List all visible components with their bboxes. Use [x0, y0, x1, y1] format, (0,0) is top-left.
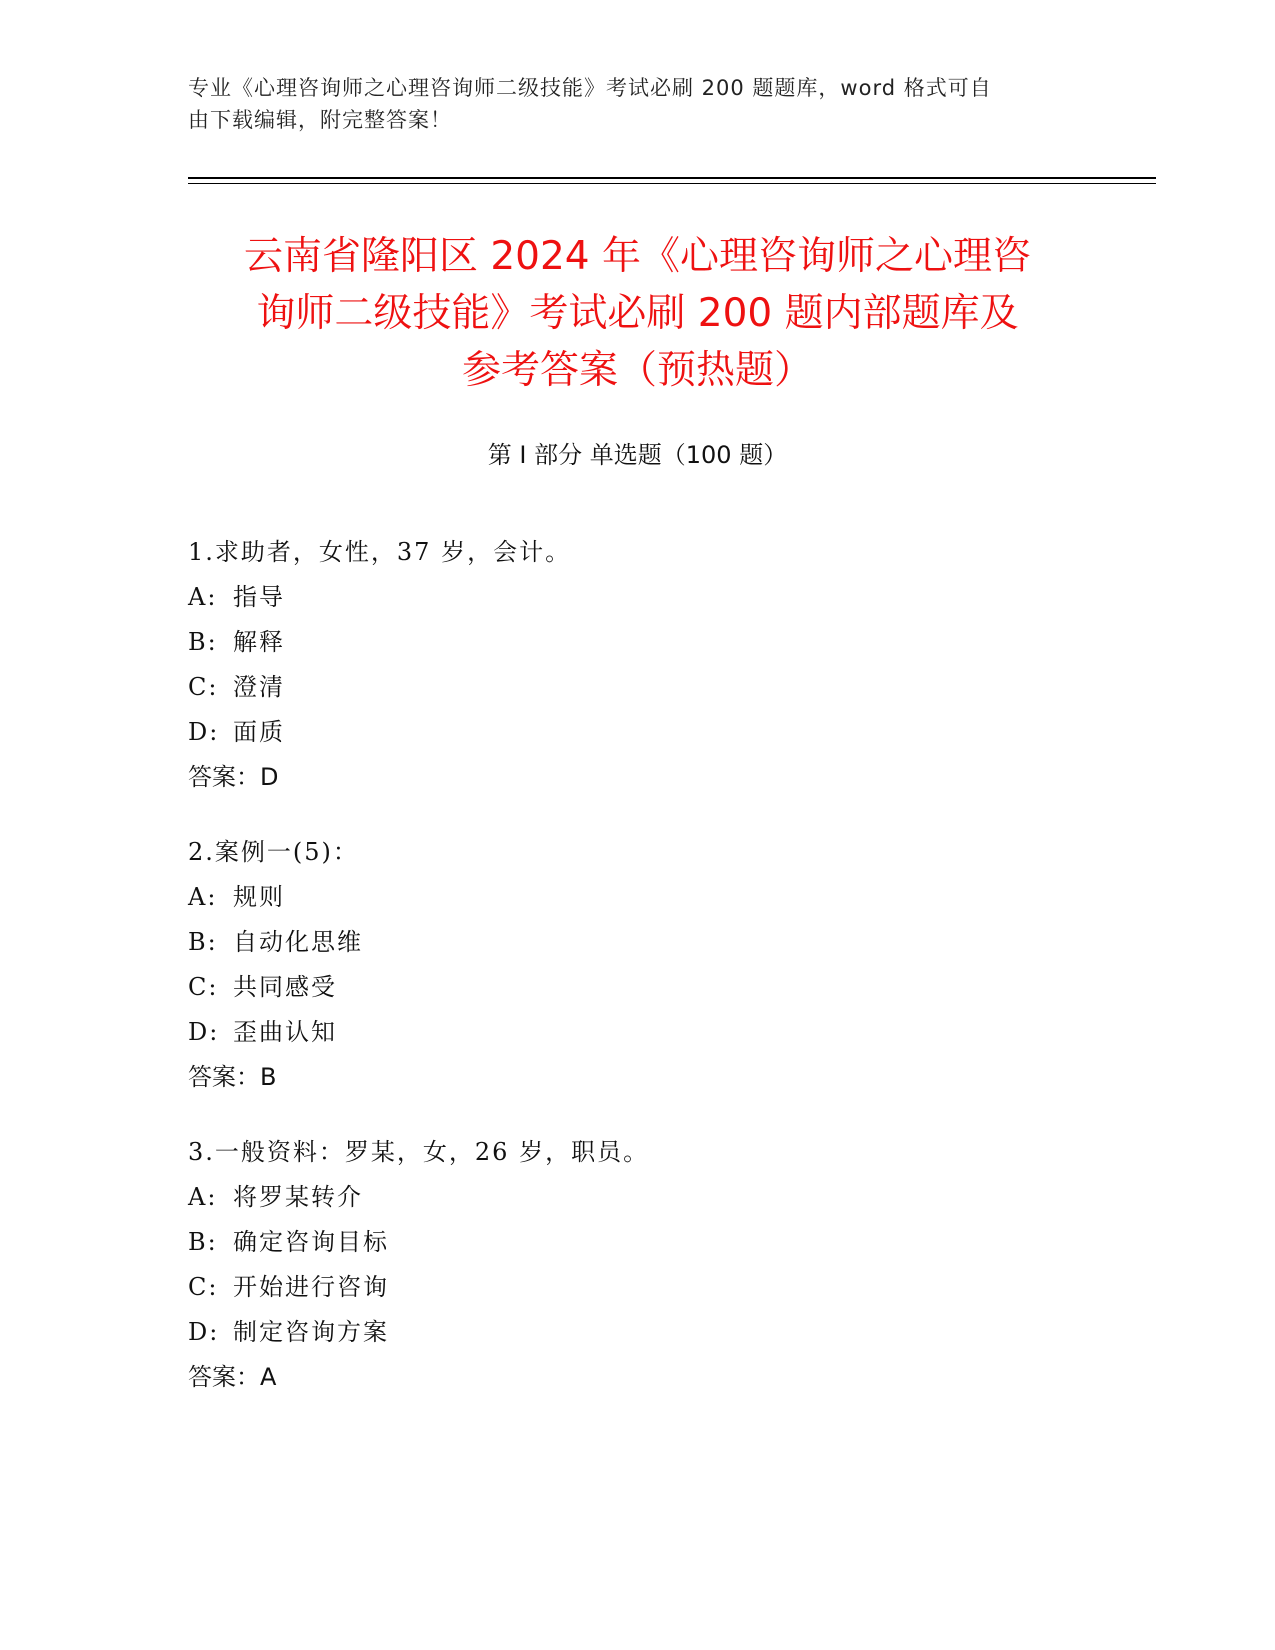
option-a	[188, 875, 1088, 920]
option-letter: D:	[188, 718, 220, 746]
option-letter: D:	[188, 1318, 220, 1346]
option-letter: C:	[188, 973, 219, 1001]
intro-text	[188, 72, 1078, 136]
answer: 答案：D	[188, 763, 279, 791]
option-b	[188, 620, 1088, 665]
option-letter: B:	[188, 1228, 218, 1256]
option-letter: A:	[188, 1183, 218, 1211]
option-letter: A:	[188, 583, 218, 611]
option-a	[188, 1175, 1088, 1220]
option-letter: C:	[188, 673, 219, 701]
option-d	[188, 1010, 1088, 1055]
option-a	[188, 575, 1088, 620]
document-title	[160, 228, 1115, 399]
option-d	[188, 1310, 1088, 1355]
option-b	[188, 920, 1088, 965]
option-letter: C:	[188, 1273, 219, 1301]
question-stem: 3.一般资料：罗某，女，26 岁，职员。	[188, 1138, 650, 1166]
option-letter: D:	[188, 1018, 220, 1046]
option-c	[188, 1265, 1088, 1310]
answer: 答案：A	[188, 1363, 277, 1391]
option-d	[188, 710, 1088, 755]
option-text: 解释	[233, 628, 285, 656]
title-line-1: 云南省隆阳区 2024 年《心理咨询师之心理咨	[243, 234, 1032, 279]
option-letter: B:	[188, 928, 218, 956]
option-text: 澄清	[233, 673, 285, 701]
option-c	[188, 965, 1088, 1010]
option-text: 自动化思维	[233, 928, 363, 956]
option-text: 指导	[233, 583, 285, 611]
option-letter: B:	[188, 628, 218, 656]
option-text: 将罗某转介	[233, 1183, 363, 1211]
option-text: 制定咨询方案	[233, 1318, 389, 1346]
question-list	[188, 530, 1088, 1430]
answer: 答案：B	[188, 1063, 277, 1091]
option-b	[188, 1220, 1088, 1265]
option-letter: A:	[188, 883, 218, 911]
question-stem: 1.求助者，女性，37 岁，会计。	[188, 538, 572, 566]
option-text: 规则	[233, 883, 285, 911]
header-divider-thin	[188, 183, 1156, 184]
section-heading: 第 I 部分 单选题（100 题）	[487, 441, 788, 469]
question-2	[188, 830, 1088, 1100]
question-1	[188, 530, 1088, 800]
option-text: 共同感受	[233, 973, 337, 1001]
intro-line-1: 专业《心理咨询师之心理咨询师二级技能》考试必刷 200 题题库，word 格式可自	[188, 76, 992, 100]
question-3	[188, 1130, 1088, 1400]
title-line-2: 询师二级技能》考试必刷 200 题内部题库及	[256, 291, 1019, 336]
intro-line-2: 由下载编辑，附完整答案！	[188, 108, 452, 132]
question-stem: 2.案例一(5)：	[188, 838, 359, 866]
option-text: 确定咨询目标	[233, 1228, 389, 1256]
option-text: 开始进行咨询	[233, 1273, 389, 1301]
option-text: 歪曲认知	[233, 1018, 337, 1046]
option-text: 面质	[233, 718, 285, 746]
header-divider-thick	[188, 177, 1156, 179]
option-c	[188, 665, 1088, 710]
title-line-3: 参考答案（预热题）	[461, 348, 813, 393]
